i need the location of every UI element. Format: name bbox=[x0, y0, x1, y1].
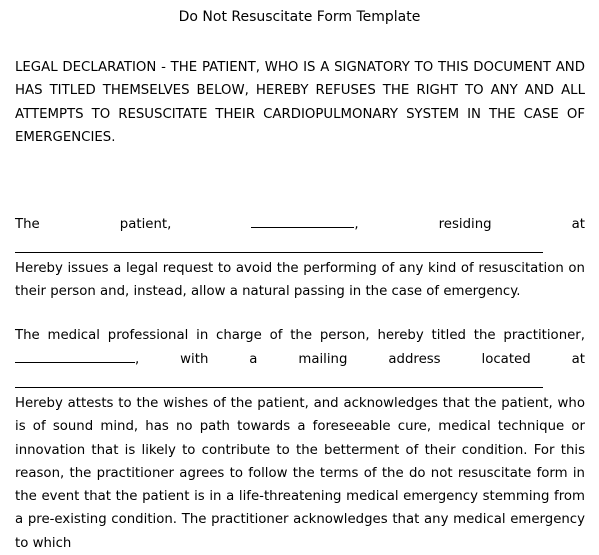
word-mailing: mailing bbox=[298, 352, 348, 367]
document-title: Do Not Resuscitate Form Template bbox=[178, 9, 421, 25]
practitioner-name-blank[interactable] bbox=[15, 347, 135, 363]
word-the: The bbox=[15, 217, 40, 232]
word-residing: residing bbox=[438, 217, 492, 232]
issues-paragraph: Hereby issues a legal request to avoid the performing of any kind of resuscitation on their person and, instead, allow a natural passing in the case of emergency. bbox=[15, 261, 585, 300]
word-address: address bbox=[388, 352, 441, 367]
practitioner-blank-group bbox=[15, 347, 139, 371]
word-patient: patient, bbox=[119, 217, 172, 232]
legal-declaration: LEGAL DECLARATION - THE PATIENT, WHO IS A SIGNATORY TO THIS DOCUMENT AND HAS TITLED THEMSELVES BELOW, HEREBY REFUSES THE RIGHT TO ANY AND ALL ATTEMPTS TO RESUSCITATE THEIR CARDIOPULMONARY SYSTEM IN THE CASE OF EMERGENCIES. bbox=[15, 60, 585, 145]
word-at: at bbox=[571, 352, 585, 367]
word-with: with bbox=[180, 352, 209, 367]
medical-professional-line bbox=[15, 324, 585, 347]
patient-name-row bbox=[15, 212, 585, 235]
patient-name-blank-group bbox=[251, 212, 358, 236]
patient-blank-comma: , bbox=[354, 217, 359, 232]
word-located: located bbox=[481, 352, 531, 367]
practitioner-blank-comma: , bbox=[135, 352, 140, 367]
word-at: at bbox=[571, 217, 585, 232]
patient-address-blank[interactable] bbox=[15, 252, 543, 253]
practitioner-row bbox=[15, 347, 585, 370]
medical-line-text: The medical professional in charge of the person, hereby titled the practitioner, bbox=[15, 328, 585, 343]
word-a: a bbox=[249, 352, 258, 367]
practitioner-address-blank[interactable] bbox=[15, 387, 543, 388]
patient-name-blank[interactable] bbox=[251, 212, 354, 228]
attests-paragraph: Hereby attests to the wishes of the patient, and acknowledges that the patient, who is of sound mind, has no path towards a foreseeable cure, medical technique or innovation that is likely to contribute to the betterment of their condition. For this reason, the practitioner agrees to follow the terms of the do not resuscitate form in the event that the patient is in a life-threatening medical emergency stemming from a pre-existing condition. The practitioner acknowledges that any medical emergency to which bbox=[15, 396, 585, 551]
